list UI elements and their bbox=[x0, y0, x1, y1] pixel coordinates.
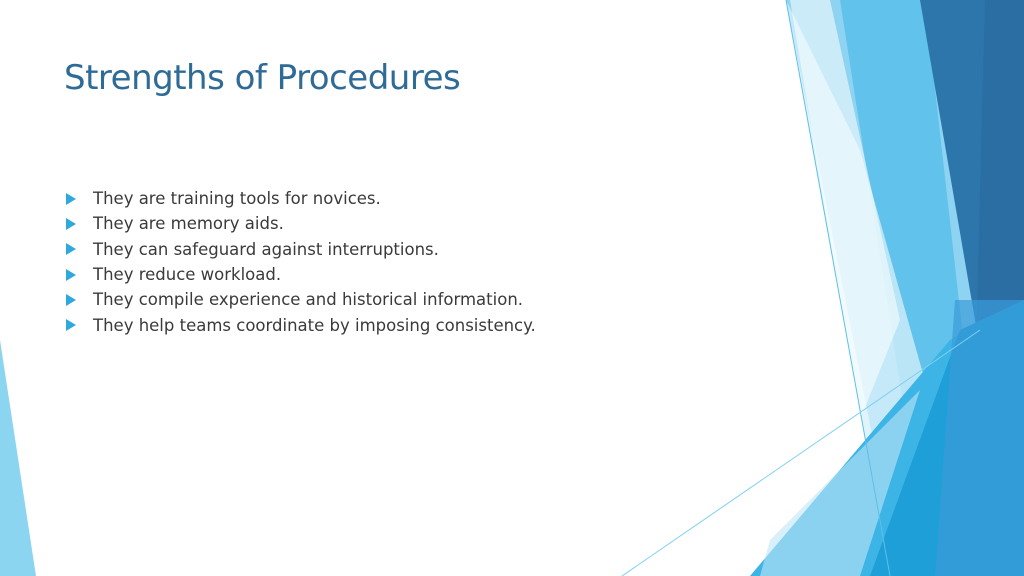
bullet-text: They compile experience and historical information. bbox=[93, 290, 524, 310]
triangle-bullet-icon bbox=[66, 218, 76, 230]
bullet-text: They help teams coordinate by imposing consistency. bbox=[93, 315, 536, 335]
triangle-bullet-icon bbox=[66, 319, 76, 331]
triangle-bullet-icon bbox=[66, 269, 76, 281]
triangle-bullet-icon bbox=[66, 294, 76, 306]
list-item bbox=[64, 287, 536, 312]
bullet-text: They reduce workload. bbox=[93, 265, 282, 285]
triangle-bullet-icon bbox=[66, 243, 76, 255]
list-item bbox=[64, 211, 536, 236]
bullet-text: They are memory aids. bbox=[93, 214, 284, 234]
list-item bbox=[64, 262, 536, 287]
left-edge-shape bbox=[0, 340, 36, 576]
list-item bbox=[64, 237, 536, 262]
slide-title: Strengths of Procedures bbox=[64, 58, 461, 98]
bullet-text: They can safeguard against interruptions. bbox=[93, 239, 439, 259]
list-item bbox=[64, 312, 536, 337]
triangle-bullet-icon bbox=[66, 193, 76, 205]
bullet-text: They are training tools for novices. bbox=[93, 189, 381, 209]
bullet-list bbox=[64, 186, 536, 338]
list-item bbox=[64, 186, 536, 211]
